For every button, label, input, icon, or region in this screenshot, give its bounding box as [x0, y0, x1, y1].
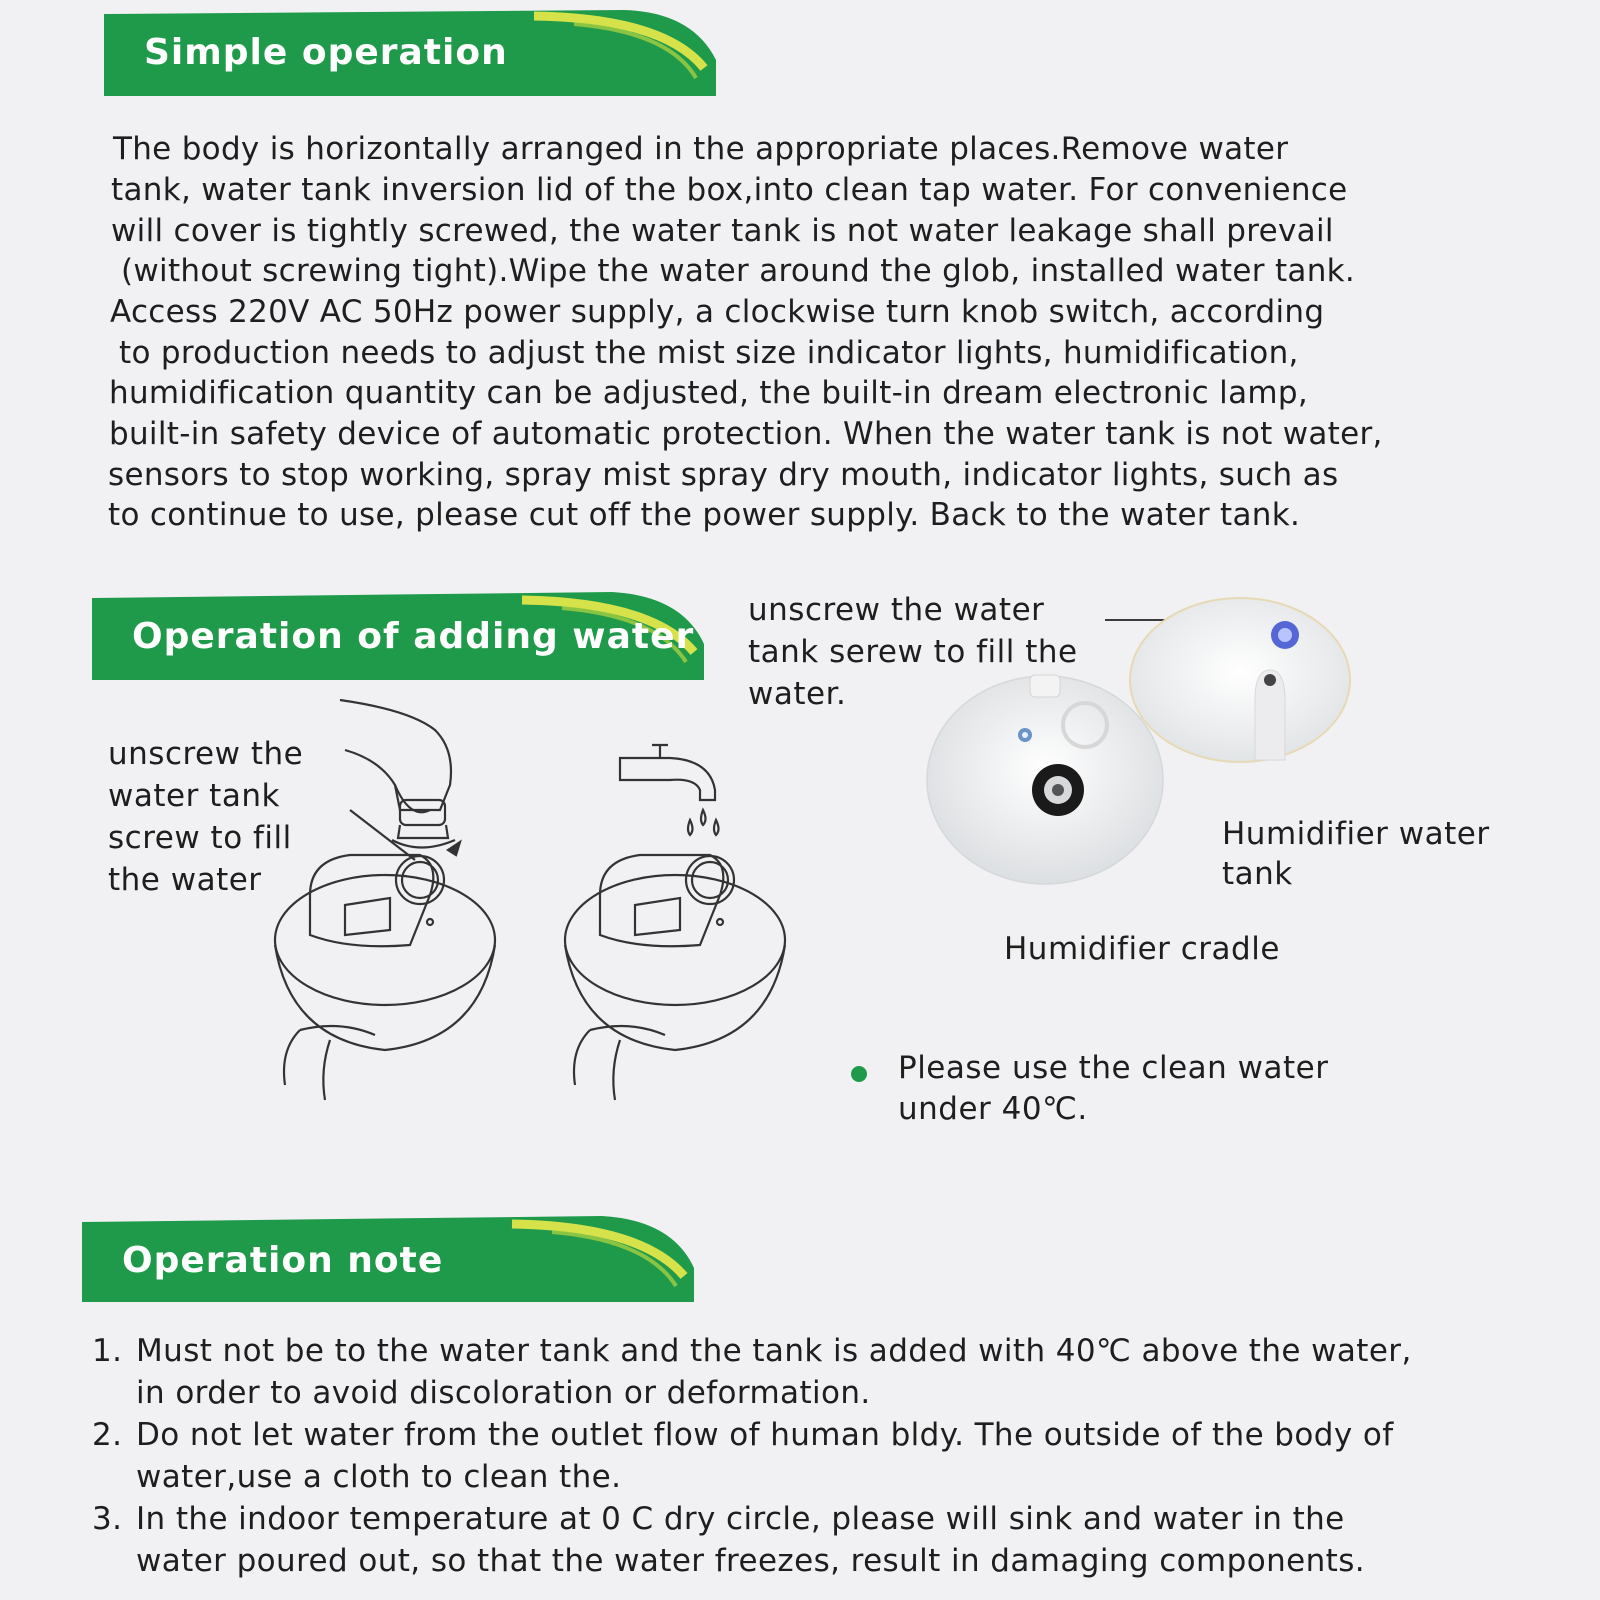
note-line: water,use a cloth to clean the.	[136, 1459, 622, 1495]
note-line: in order to avoid discoloration or deformation.	[136, 1375, 871, 1411]
adding-water-banner	[92, 592, 712, 682]
left-instruction-line: water tank	[108, 778, 280, 814]
note-number: 3.	[92, 1501, 123, 1537]
humidifier-photo	[920, 600, 1420, 910]
operation-note-title: Operation note	[122, 1240, 444, 1281]
note-number: 2.	[92, 1417, 123, 1453]
bullet-note-line: Please use the clean water	[898, 1050, 1329, 1086]
paragraph-line: The body is horizontally arranged in the appropriate places.Remove water	[113, 131, 1289, 167]
paragraph-line: built-in safety device of automatic protection. When the water tank is not water,	[109, 416, 1383, 452]
left-instruction-line: screw to fill	[108, 820, 292, 856]
note-item-1	[92, 1330, 1412, 1414]
paragraph-line: tank, water tank inversion lid of the box,into clean tap water. For convenience	[111, 172, 1348, 208]
simple-operation-banner	[104, 10, 724, 100]
operation-note-banner	[82, 1216, 702, 1306]
paragraph-line: (without screwing tight).Wipe the water around the glob, installed water tank.	[121, 253, 1356, 289]
note-number: 1.	[92, 1333, 123, 1369]
left-instruction-line: unscrew the	[108, 736, 304, 772]
tank-label-line: tank	[1222, 856, 1293, 892]
line-illustration-unscrew-and-fill	[270, 690, 810, 1110]
note-item-2	[92, 1414, 1394, 1498]
bullet-dot-icon	[851, 1066, 867, 1082]
note-line: In the indoor temperature at 0 C dry circle, please will sink and water in the	[136, 1501, 1345, 1537]
note-line: Do not let water from the outlet flow of human bldy. The outside of the body of	[136, 1417, 1394, 1453]
note-line: Must not be to the water tank and the tank is added with 40℃ above the water,	[136, 1333, 1412, 1369]
note-line: water poured out, so that the water freezes, result in damaging components.	[136, 1543, 1366, 1579]
paragraph-line: to continue to use, please cut off the power supply. Back to the water tank.	[108, 497, 1301, 533]
paragraph-line: to production needs to adjust the mist size indicator lights, humidification,	[119, 335, 1299, 371]
tank-label-line: Humidifier water	[1222, 816, 1490, 852]
paragraph-line: will cover is tightly screwed, the water tank is not water leakage shall prevail	[111, 213, 1334, 249]
paragraph-line: sensors to stop working, spray mist spray dry mouth, indicator lights, such as	[108, 457, 1339, 493]
adding-water-title: Operation of adding water	[132, 616, 695, 657]
cradle-label: Humidifier cradle	[1004, 931, 1280, 967]
paragraph-line: humidification quantity can be adjusted, the built-in dream electronic lamp,	[109, 375, 1309, 411]
note-item-3	[92, 1498, 1365, 1582]
right-instruction-line: water.	[748, 676, 847, 712]
left-instruction-line: the water	[108, 862, 262, 898]
right-instruction-line: unscrew the water	[748, 592, 1045, 628]
bullet-note-line: under 40℃.	[898, 1091, 1088, 1127]
paragraph-line: Access 220V AC 50Hz power supply, a clockwise turn knob switch, according	[110, 294, 1325, 330]
simple-operation-title: Simple operation	[144, 32, 508, 73]
right-instruction-line: tank serew to fill the	[748, 634, 1078, 670]
